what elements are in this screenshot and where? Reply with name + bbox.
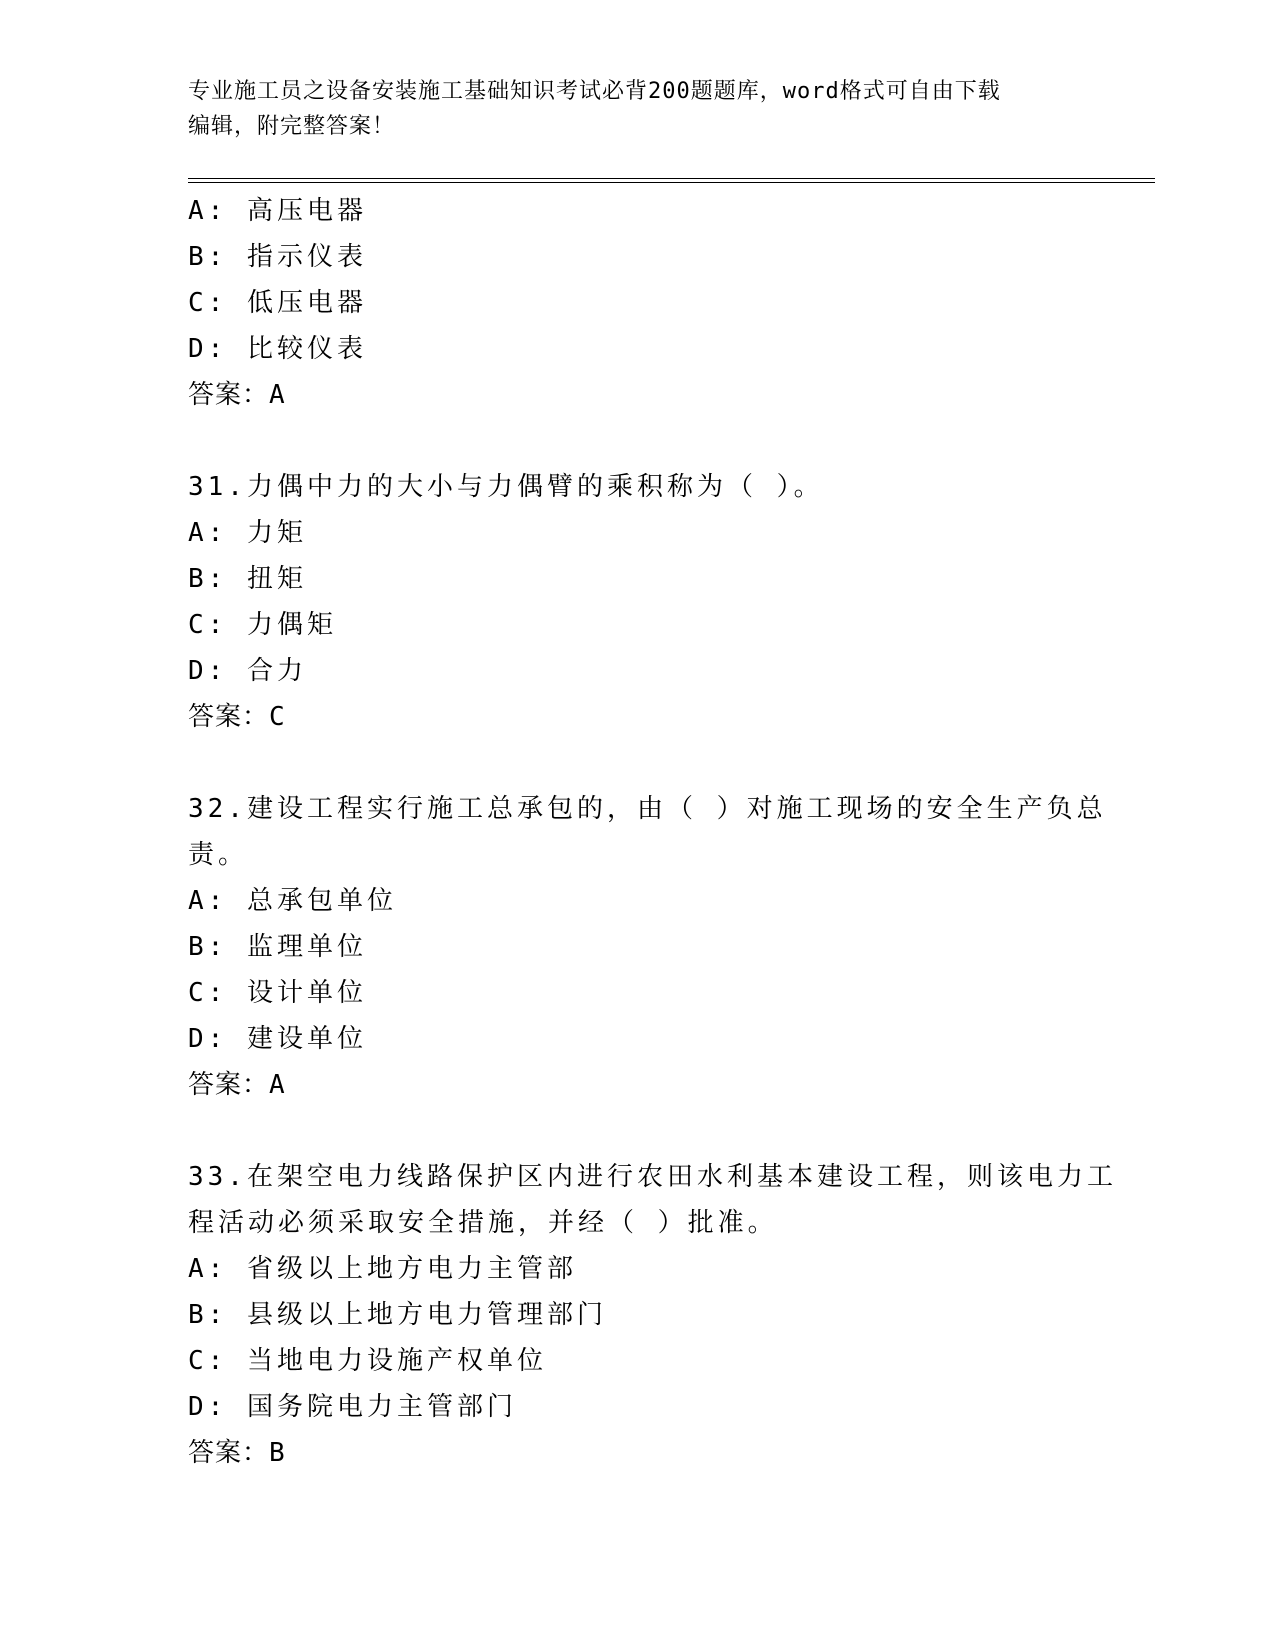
question-text-line2: 责。 bbox=[188, 840, 249, 870]
option-a: A: 总承包单位 bbox=[188, 886, 397, 916]
header-divider bbox=[188, 178, 1155, 183]
option-a: A: 力矩 bbox=[188, 518, 307, 548]
answer: 答案：C bbox=[188, 702, 286, 732]
header-title-line2: 编辑，附完整答案！ bbox=[188, 114, 396, 139]
option-d: D: 合力 bbox=[188, 656, 307, 686]
question-text-line1: 32.建设工程实行施工总承包的，由（ ）对施工现场的安全生产负总 bbox=[188, 794, 1107, 824]
option-c: C: 低压电器 bbox=[188, 288, 367, 318]
option-b: B: 扭矩 bbox=[188, 564, 307, 594]
option-b: B: 县级以上地方电力管理部门 bbox=[188, 1300, 607, 1330]
answer: 答案：A bbox=[188, 380, 286, 410]
option-d: D: 国务院电力主管部门 bbox=[188, 1392, 517, 1422]
question-32 bbox=[188, 786, 1107, 1108]
question-33 bbox=[188, 1154, 1117, 1476]
option-c: C: 力偶矩 bbox=[188, 610, 337, 640]
question-30 bbox=[188, 188, 1088, 418]
answer: 答案：B bbox=[188, 1438, 286, 1468]
option-b: B: 监理单位 bbox=[188, 932, 367, 962]
question-text-line2: 程活动必须采取安全措施，并经（ ）批准。 bbox=[188, 1208, 778, 1238]
question-text: 31.力偶中力的大小与力偶臂的乘积称为（ ）。 bbox=[188, 472, 824, 502]
option-a: A: 省级以上地方电力主管部 bbox=[188, 1254, 577, 1284]
answer: 答案：A bbox=[188, 1070, 286, 1100]
option-c: C: 设计单位 bbox=[188, 978, 367, 1008]
question-31 bbox=[188, 464, 1088, 740]
page-header bbox=[188, 74, 1068, 144]
question-text-line1: 33.在架空电力线路保护区内进行农田水利基本建设工程，则该电力工 bbox=[188, 1162, 1117, 1192]
option-d: D: 比较仪表 bbox=[188, 334, 367, 364]
option-b: B: 指示仪表 bbox=[188, 242, 367, 272]
question-list bbox=[188, 188, 1117, 1476]
option-a: A: 高压电器 bbox=[188, 196, 367, 226]
header-title-line1: 专业施工员之设备安装施工基础知识考试必背200题题库，word格式可自由下载 bbox=[188, 79, 1001, 104]
option-c: C: 当地电力设施产权单位 bbox=[188, 1346, 547, 1376]
option-d: D: 建设单位 bbox=[188, 1024, 367, 1054]
